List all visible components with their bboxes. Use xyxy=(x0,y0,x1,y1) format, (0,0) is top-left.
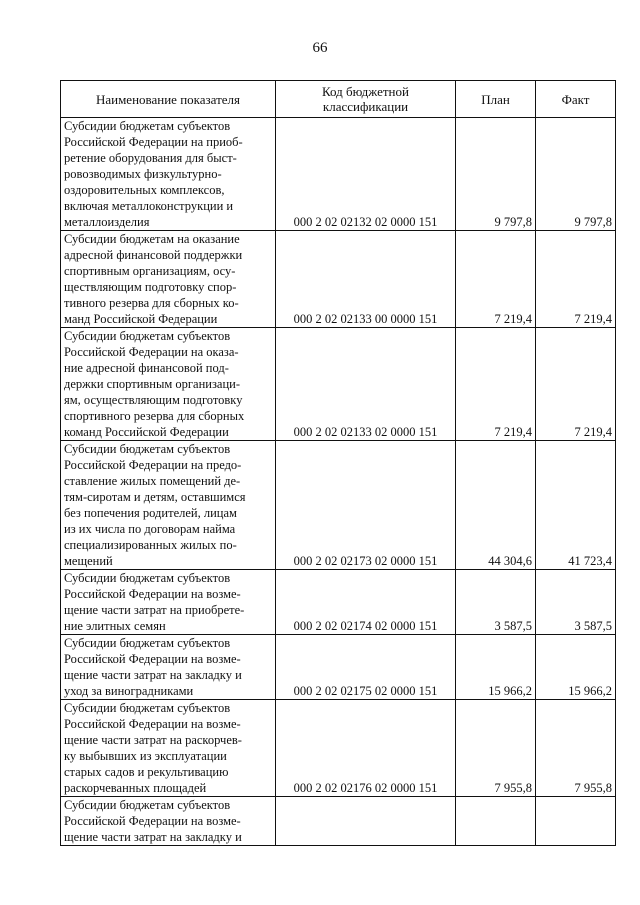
budget-code: 000 2 02 02133 00 0000 151 xyxy=(276,231,456,328)
fact-value: 7 955,8 xyxy=(536,700,616,797)
fact-value: 3 587,5 xyxy=(536,570,616,635)
fact-value: 41 723,4 xyxy=(536,441,616,570)
indicator-name: Субсидии бюджетам субъектов Российской Федерации на приоб- ретение оборудования для быст- ровозводимых физкультурно- оздоровительных комплексов, включая металлоконструкции и металлоизделия xyxy=(61,118,276,231)
indicator-name: Субсидии бюджетам на оказание адресной финансовой поддержки спортивным организациям, осу- ществляющим подготовку спор- тивного резерва для сборных ко- манд Российской Федерации xyxy=(61,231,276,328)
plan-value: 3 587,5 xyxy=(456,570,536,635)
indicator-name: Субсидии бюджетам субъектов Российской Федерации на предо- ставление жилых помещений де- тям-сиротам и детям, оставшимся без попечения родителей, лицам из их числа по договорам найма специализированных жилых по- мещений xyxy=(61,441,276,570)
fact-value xyxy=(536,797,616,846)
table-row xyxy=(61,797,616,846)
indicator-name: Субсидии бюджетам субъектов Российской Федерации на возме- щение части затрат на приобрете- ние элитных семян xyxy=(61,570,276,635)
budget-code: 000 2 02 02175 02 0000 151 xyxy=(276,635,456,700)
fact-value: 7 219,4 xyxy=(536,231,616,328)
table-row xyxy=(61,635,616,700)
indicator-name: Субсидии бюджетам субъектов Российской Федерации на оказа- ние адресной финансовой под- держки спортивным организаци- ям, осуществляющим подготовку спортивного резерва для сборных команд Российской Федерации xyxy=(61,328,276,441)
table-body xyxy=(61,118,616,846)
header-name: Наименование показателя xyxy=(61,81,276,118)
table-row xyxy=(61,441,616,570)
plan-value: 7 219,4 xyxy=(456,328,536,441)
budget-code: 000 2 02 02132 02 0000 151 xyxy=(276,118,456,231)
table-row xyxy=(61,570,616,635)
header-code: Код бюджетной классификации xyxy=(276,81,456,118)
indicator-name: Субсидии бюджетам субъектов Российской Федерации на возме- щение части затрат на закладку и xyxy=(61,797,276,846)
table-row xyxy=(61,700,616,797)
plan-value: 9 797,8 xyxy=(456,118,536,231)
header-fact: Факт xyxy=(536,81,616,118)
budget-code: 000 2 02 02133 02 0000 151 xyxy=(276,328,456,441)
table-row xyxy=(61,231,616,328)
budget-code: 000 2 02 02174 02 0000 151 xyxy=(276,570,456,635)
fact-value: 15 966,2 xyxy=(536,635,616,700)
plan-value: 7 955,8 xyxy=(456,700,536,797)
header-plan: План xyxy=(456,81,536,118)
budget-code: 000 2 02 02173 02 0000 151 xyxy=(276,441,456,570)
header-row xyxy=(61,81,616,118)
plan-value xyxy=(456,797,536,846)
fact-value: 7 219,4 xyxy=(536,328,616,441)
budget-table xyxy=(60,80,616,846)
table-header xyxy=(61,81,616,118)
indicator-name: Субсидии бюджетам субъектов Российской Федерации на возме- щение части затрат на раскорчев- ку выбывших из эксплуатации старых садов и рекультивацию раскорчеванных площадей xyxy=(61,700,276,797)
fact-value: 9 797,8 xyxy=(536,118,616,231)
plan-value: 7 219,4 xyxy=(456,231,536,328)
plan-value: 15 966,2 xyxy=(456,635,536,700)
table-row xyxy=(61,328,616,441)
budget-code: 000 2 02 02176 02 0000 151 xyxy=(276,700,456,797)
table-row xyxy=(61,118,616,231)
plan-value: 44 304,6 xyxy=(456,441,536,570)
page-number: 66 xyxy=(312,40,328,56)
budget-code xyxy=(276,797,456,846)
indicator-name: Субсидии бюджетам субъектов Российской Федерации на возме- щение части затрат на закладку и уход за виноградниками xyxy=(61,635,276,700)
